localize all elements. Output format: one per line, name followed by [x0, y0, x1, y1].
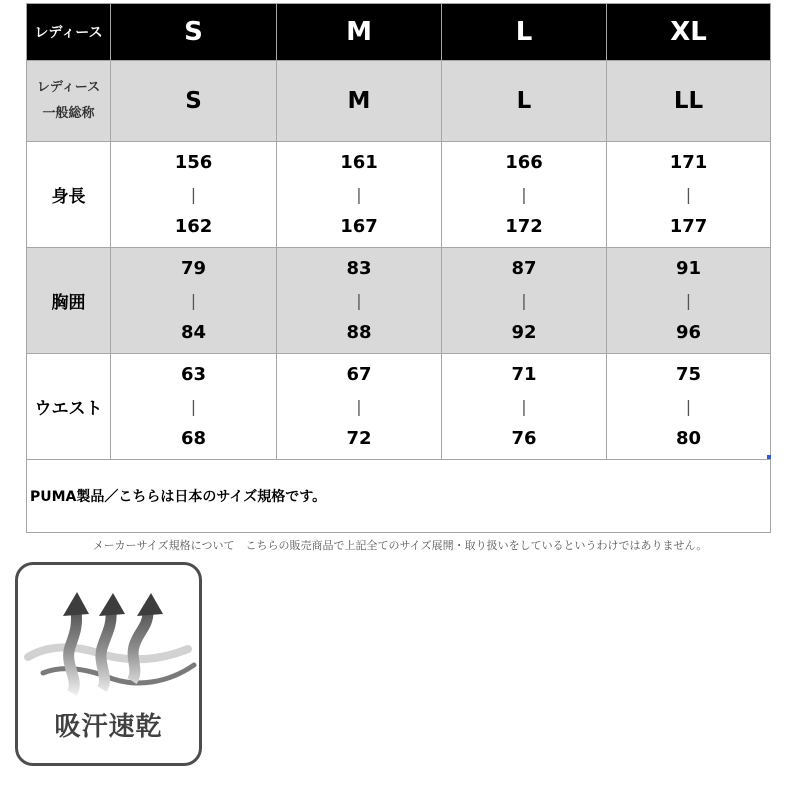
range-from-value: 166 — [505, 151, 543, 173]
general-size-value: S — [185, 88, 202, 114]
range-from-value: 67 — [346, 363, 372, 385]
range-separator: | — [190, 184, 197, 204]
general-size-label-line1: レディース — [36, 80, 101, 95]
up-arrow-middle — [99, 593, 125, 689]
footnote-text: PUMA製品／こちらは日本のサイズ規格です。 — [30, 489, 327, 505]
general-size-cell — [607, 61, 771, 142]
range-separator: | — [521, 290, 527, 310]
range-to-value: 167 — [340, 215, 378, 237]
general-size-cell — [111, 61, 277, 142]
header-size-cell — [607, 4, 771, 61]
range-from-value: 161 — [340, 151, 378, 173]
range-from-value: 63 — [180, 363, 207, 385]
general-size-label-line2: 一般総称 — [42, 106, 95, 121]
range-separator: | — [685, 290, 692, 310]
range-separator: | — [521, 184, 527, 204]
size-disclaimer-note: メーカーサイズ規格について こちらの販売商品で上記全てのサイズ展開・取り扱いをしているというわけではありません。 — [92, 539, 708, 552]
waist-range-cell — [607, 354, 771, 460]
moisture-wicking-arrows-icon — [18, 585, 199, 700]
range-to-value: 80 — [675, 427, 702, 449]
range-separator: | — [685, 184, 692, 204]
range-from-value: 83 — [346, 257, 372, 279]
waist-range-cell — [277, 354, 442, 460]
header-size-l: L — [515, 17, 533, 47]
range-to-value: 177 — [669, 215, 708, 237]
up-arrow-left — [63, 592, 89, 693]
range-to-value: 68 — [180, 427, 207, 449]
range-separator: | — [521, 396, 527, 416]
range-to-value: 84 — [180, 321, 207, 343]
range-from-value: 91 — [675, 257, 702, 279]
range-to-value: 72 — [346, 427, 372, 449]
fabric-wave-light — [28, 647, 188, 659]
range-separator: | — [356, 396, 362, 416]
feature-badge — [15, 562, 202, 766]
range-separator: | — [356, 184, 362, 204]
range-to-value: 172 — [505, 215, 543, 237]
height-range-cell — [607, 142, 771, 248]
row-label-height — [27, 142, 111, 248]
range-separator: | — [190, 290, 197, 310]
footnote-cell — [27, 460, 771, 533]
bust-range-cell — [277, 248, 442, 354]
height-range-cell — [277, 142, 442, 248]
header-size-s: S — [184, 17, 203, 47]
header-size-cell — [442, 4, 607, 61]
range-to-value: 162 — [174, 215, 213, 237]
row-label-bust — [27, 248, 111, 354]
height-range-cell — [442, 142, 607, 248]
general-size-value: L — [516, 88, 532, 114]
size-chart-table — [26, 3, 771, 533]
general-size-cell — [277, 61, 442, 142]
feature-badge-label: 吸汗速乾 — [54, 712, 163, 742]
row-label-text: 胸囲 — [51, 293, 86, 313]
range-from-value: 156 — [174, 151, 213, 173]
header-size-xl: XL — [670, 17, 707, 47]
range-separator: | — [190, 396, 197, 416]
range-separator: | — [356, 290, 362, 310]
range-separator: | — [685, 396, 692, 416]
waist-range-cell — [442, 354, 607, 460]
bust-range-cell — [607, 248, 771, 354]
header-size-cell — [111, 4, 277, 61]
row-label-text: ウエスト — [34, 399, 103, 419]
header-label-cell — [27, 4, 111, 61]
range-to-value: 76 — [511, 427, 537, 449]
range-to-value: 96 — [675, 321, 702, 343]
range-from-value: 171 — [669, 151, 708, 173]
range-from-value: 75 — [675, 363, 702, 385]
header-size-m: M — [346, 17, 372, 47]
general-size-label-cell — [27, 61, 111, 142]
height-range-cell — [111, 142, 277, 248]
range-from-value: 79 — [180, 257, 207, 279]
cell-corner-marker — [767, 455, 771, 459]
range-to-value: 88 — [346, 321, 372, 343]
general-size-value: M — [347, 88, 371, 114]
range-to-value: 92 — [511, 321, 537, 343]
bust-range-cell — [111, 248, 277, 354]
up-arrow-right — [132, 593, 163, 681]
general-size-value: LL — [673, 88, 704, 114]
range-from-value: 71 — [511, 363, 537, 385]
header-size-cell — [277, 4, 442, 61]
row-label-waist — [27, 354, 111, 460]
row-label-text: 身長 — [51, 187, 86, 207]
header-label: レディース — [34, 25, 103, 41]
bust-range-cell — [442, 248, 607, 354]
range-from-value: 87 — [511, 257, 537, 279]
general-size-cell — [442, 61, 607, 142]
waist-range-cell — [111, 354, 277, 460]
